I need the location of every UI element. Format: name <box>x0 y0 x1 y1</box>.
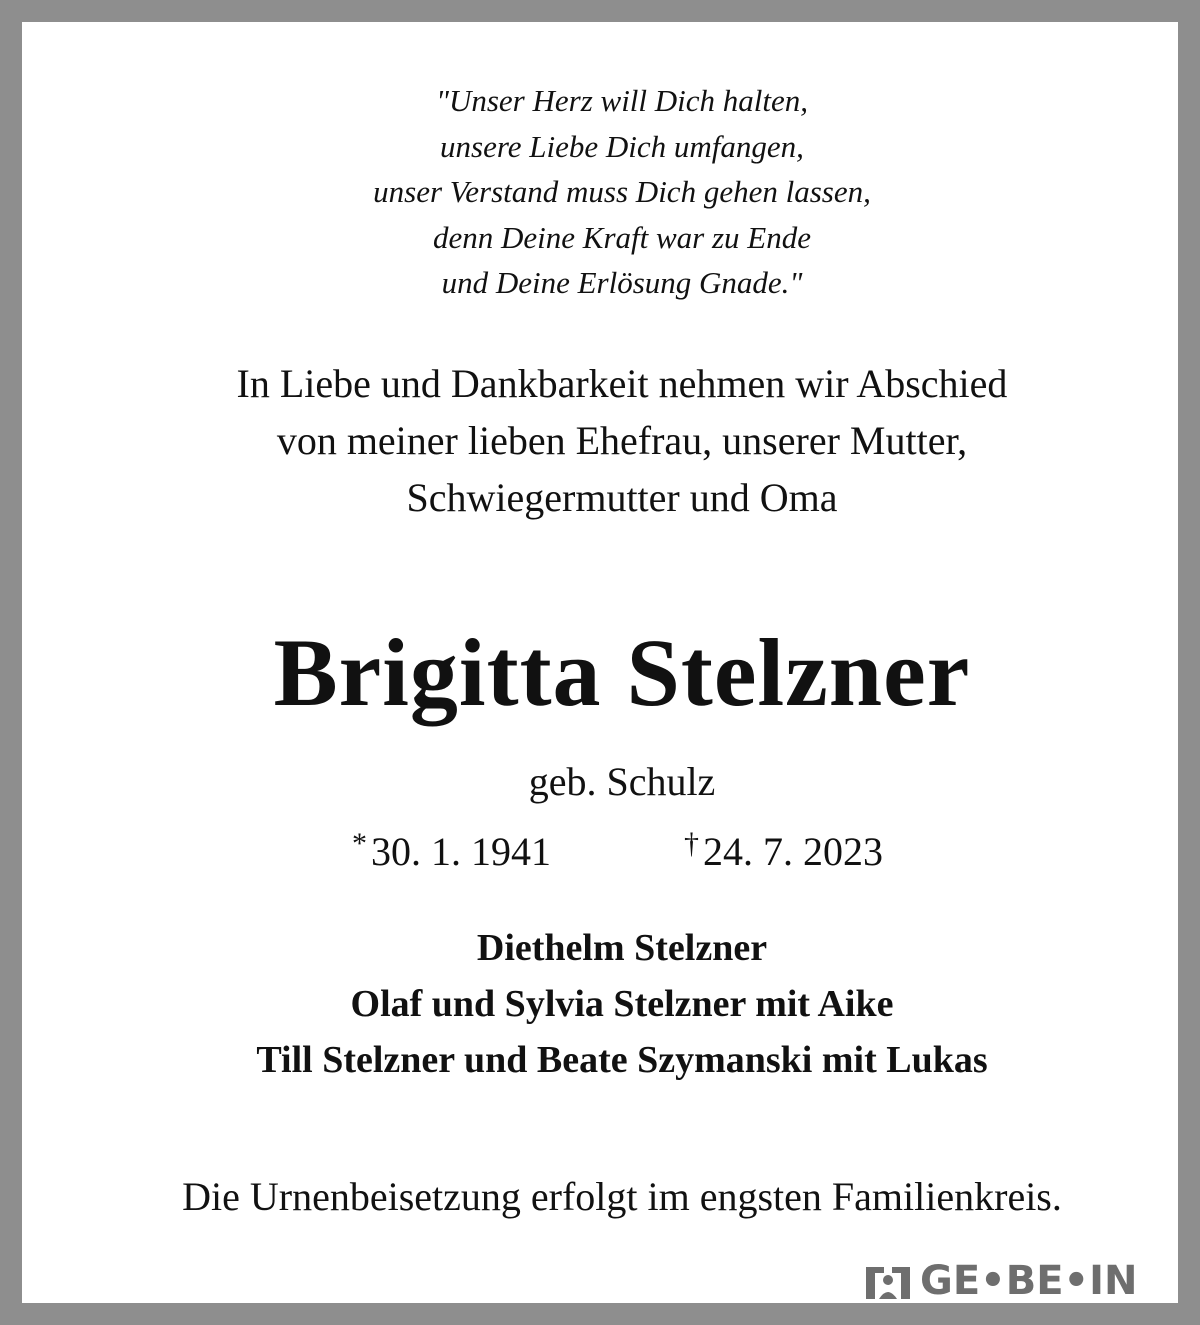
death-cross-icon: † <box>684 827 699 860</box>
gebein-logo-text: GE•BE•IN <box>920 1258 1138 1304</box>
mourner-line: Diethelm Stelzner <box>476 927 768 969</box>
birth-star-icon: * <box>352 827 367 860</box>
closing-note: Die Urnenbeisetzung erfolgt im engsten Familienkreis. <box>182 1174 1062 1219</box>
mourners <box>22 920 1200 1088</box>
maiden-name: geb. Schulz <box>528 759 716 804</box>
poem-line: unser Verstand muss Dich gehen lassen, <box>373 174 871 209</box>
deceased-name: Brigitta Stelzner <box>273 619 971 726</box>
intro-line: Schwiegermutter und Oma <box>406 475 838 520</box>
gebein-logo <box>862 1258 1137 1304</box>
poem-line: und Deine Erlösung Gnade." <box>441 265 803 300</box>
intro-text <box>22 355 1200 526</box>
death-date: 24. 7. 2023 <box>703 829 883 874</box>
poem-line: denn Deine Kraft war zu Ende <box>433 219 811 255</box>
death-date-group <box>684 818 883 878</box>
birth-date: 30. 1. 1941 <box>371 829 551 874</box>
intro-line: In Liebe und Dankbarkeit nehmen wir Abschied <box>236 361 1008 406</box>
poem-line: "Unser Herz will Dich halten, <box>435 83 809 118</box>
mourner-line: Olaf und Sylvia Stelzner mit Aike <box>350 983 894 1025</box>
birth-date-group <box>352 818 551 878</box>
gebein-logo-icon <box>862 1259 914 1303</box>
poem-line: unsere Liebe Dich umfangen, <box>440 128 804 164</box>
mourner-line: Till Stelzner und Beate Szymanski mit Lukas <box>256 1039 988 1081</box>
intro-line: von meiner lieben Ehefrau, unserer Mutter, <box>276 418 968 463</box>
poem <box>22 78 1200 306</box>
